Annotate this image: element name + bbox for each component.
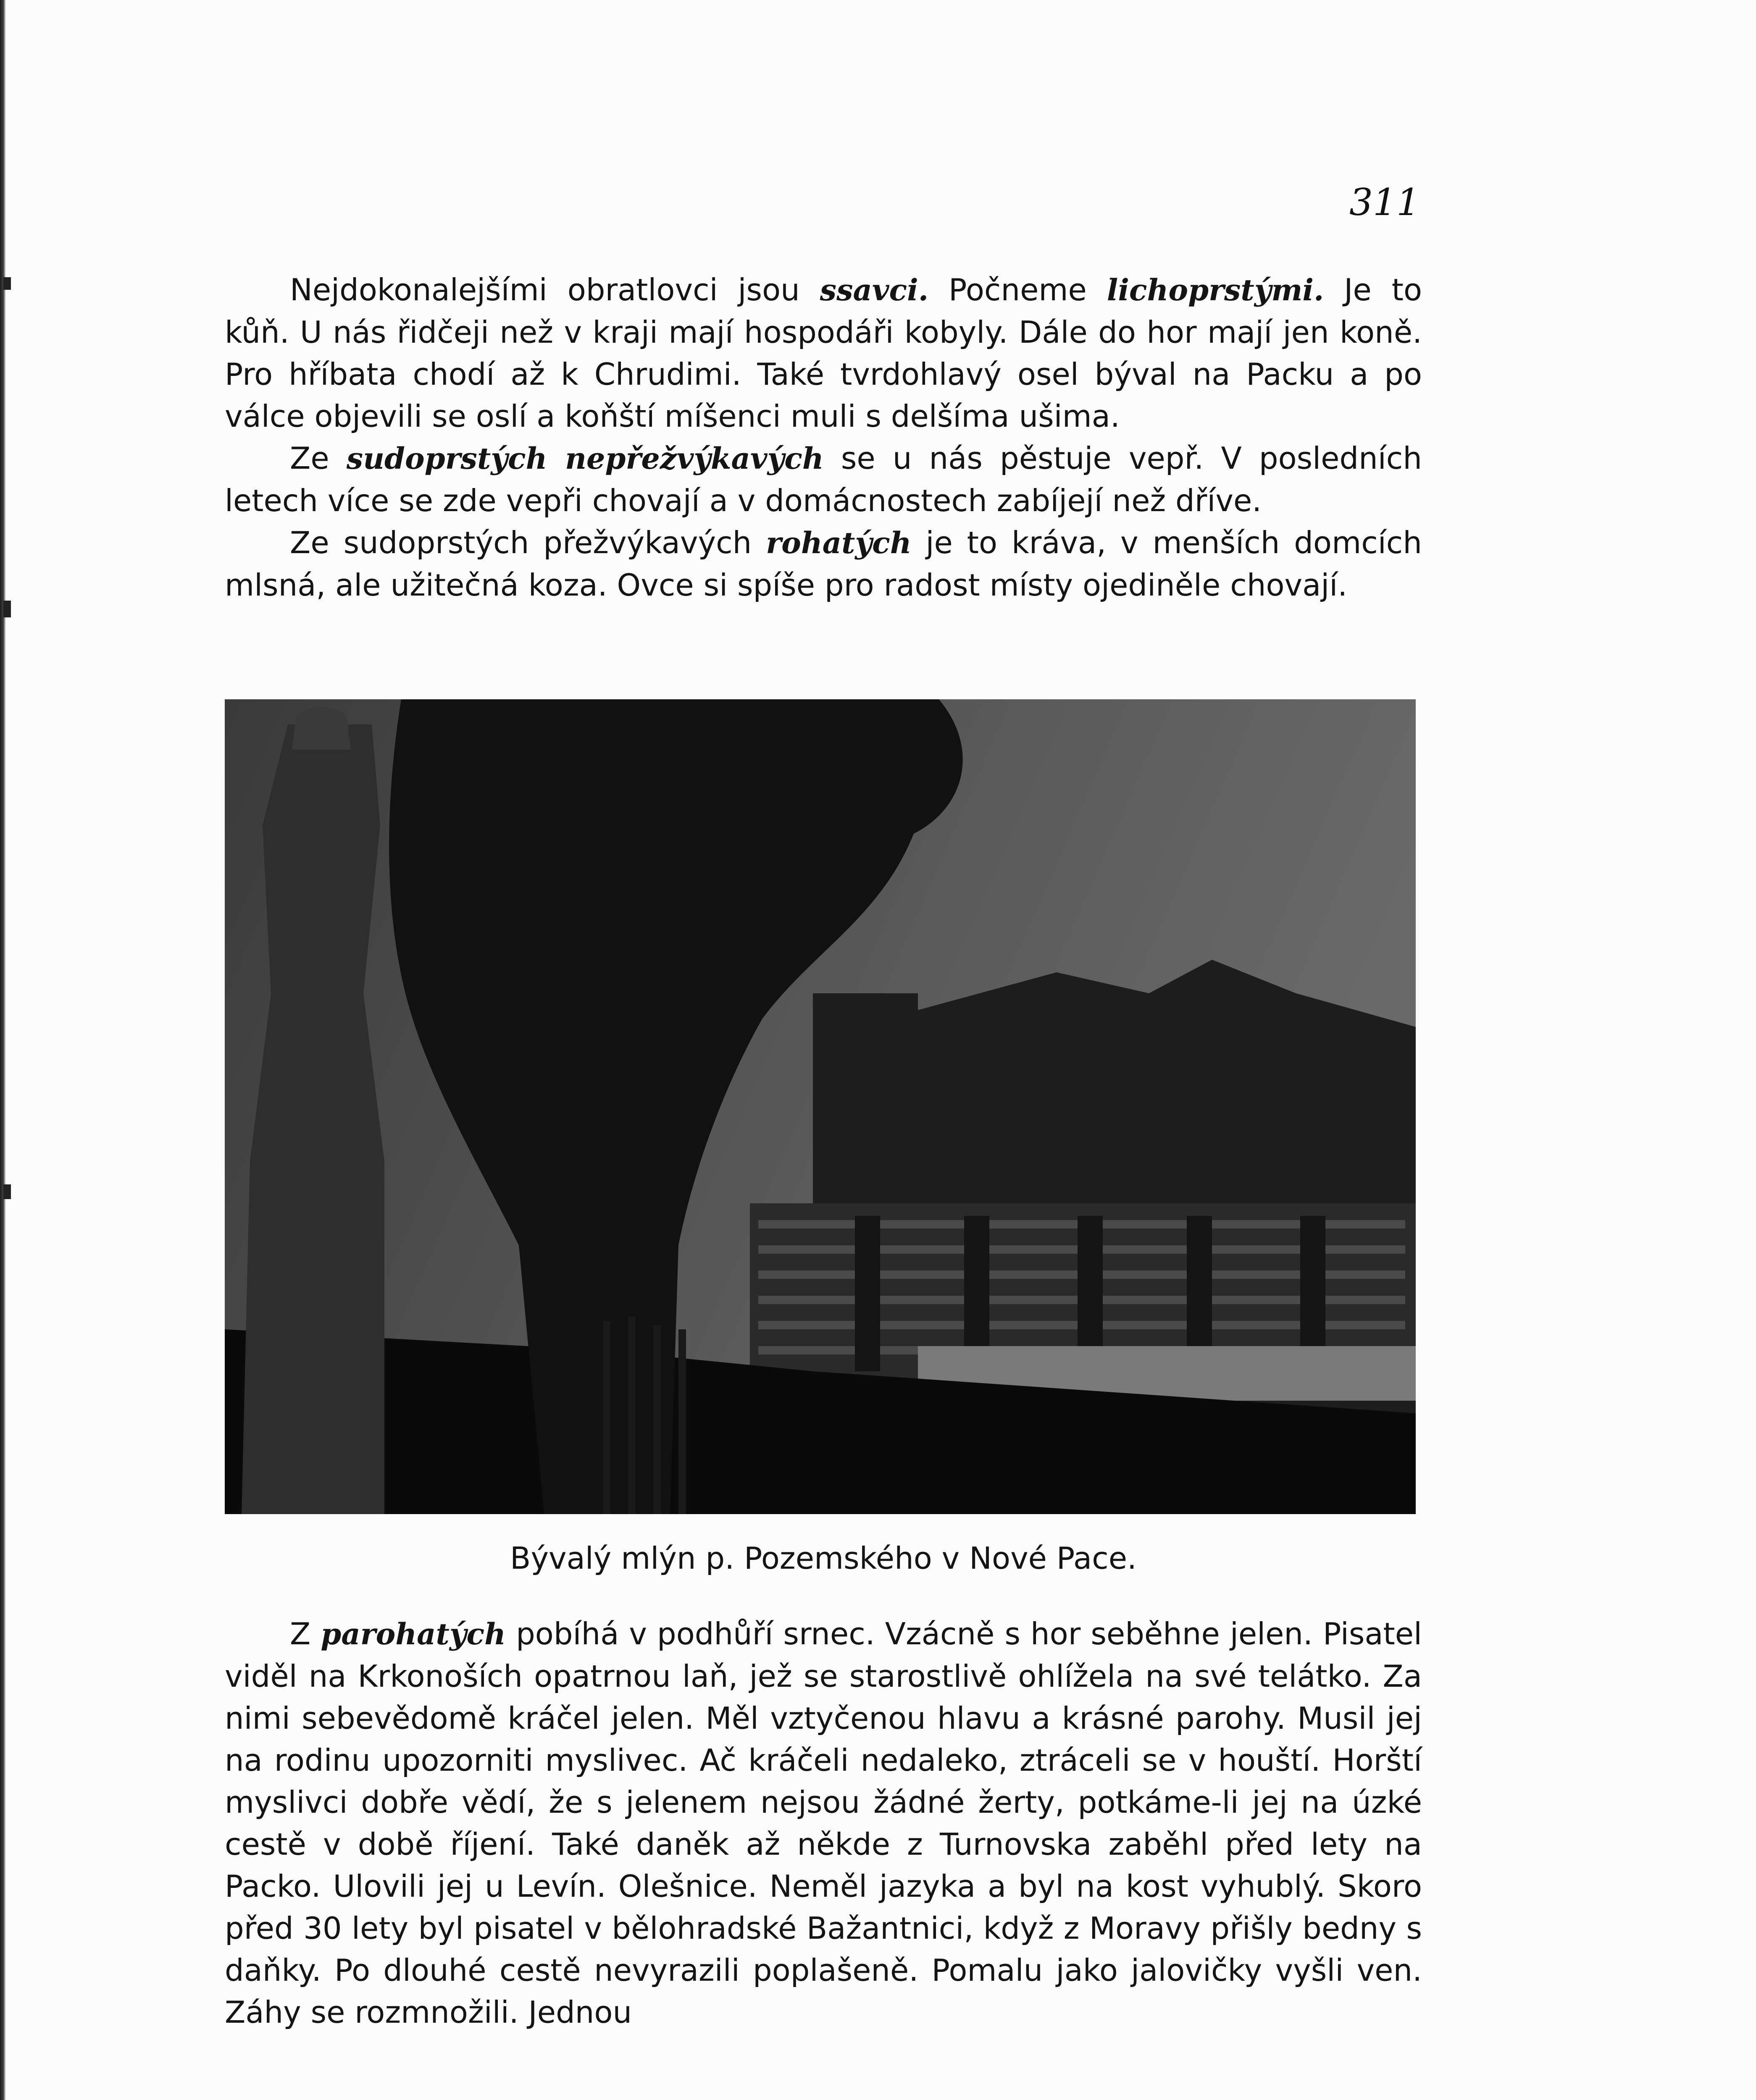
paragraph-text: se u nás pěstuje vepř. V posledních letech více se zde vepři chovají a v domácnostech zabíjejí než dříve.: [225, 441, 1422, 518]
paragraph: [225, 269, 1422, 437]
paragraph: [225, 522, 1422, 606]
emphasized-term: parohatých: [321, 1617, 506, 1651]
paragraph-text: Ze: [290, 441, 347, 476]
page-number: 311: [1349, 181, 1420, 224]
paragraph-text: Z: [290, 1616, 321, 1651]
photograph-old-mill: [225, 699, 1416, 1514]
emphasized-term: sudoprstých nepřežvýkavých: [346, 441, 824, 476]
page-binding-edge: [0, 0, 6, 2100]
paragraph: [225, 437, 1422, 522]
scan-mark: [3, 277, 11, 290]
paragraph-text: Ze sudoprstých přežvýkavých: [290, 525, 766, 560]
emphasized-term: lichoprstými.: [1107, 273, 1324, 307]
top-text-block: [225, 269, 1422, 606]
paragraph-text: pobíhá v podhůří srnec. Vzácně s hor seběhne jelen. Pisatel viděl na Krkonoších opatrnou laň, jež se starostlivě ohlížela na své telátko. Za nimi sebevědomě kráčel jelen. Měl vztyčenou hlavu a krásné parohy. Musil jej na rodinu upozorniti myslivec. Ač kráčeli nedaleko, ztráceli se v houští. Horští myslivci dobře vědí, že s jelenem nejsou žádné žerty, potkáme-li jej na úzké cestě v době říjení. Také daněk až někde z Turnovska zaběhl před lety na Packo. Ulovili jej u Levín. Olešnice. Neměl jazyka a byl na kost vyhublý. Skoro před 30 lety byl pisatel v bělohradské Bažantnici, když z Moravy přišly bedny s daňky. Po dlouhé cestě nevyrazili poplašeně. Pomalu jako jalovičky vyšli ven. Záhy se rozmnožili. Jednou: [225, 1616, 1422, 2030]
paragraph-text: Počneme: [928, 272, 1107, 307]
paragraph-text: Nejdokonalejšími obratlovci jsou: [290, 272, 820, 307]
paragraph: [225, 1613, 1422, 2033]
photo-illustration: [225, 699, 1416, 1514]
scan-mark: [3, 1184, 11, 1199]
emphasized-term: ssavci.: [820, 273, 929, 307]
scan-mark: [3, 601, 11, 617]
bottom-text-block: [225, 1613, 1422, 2033]
emphasized-term: rohatých: [766, 525, 912, 560]
paragraph-text: Je to kůň. U nás řidčeji než v kraji mají hospodáři kobyly. Dále do hor mají jen koně. Pro hříbata chodí až k Chrudimi. Také tvrdohlavý osel býval na Packu a po válce objevili se oslí a koňští míšenci muli s delšíma ušima.: [225, 272, 1422, 434]
photo-caption: Bývalý mlýn p. Pozemského v Nové Pace.: [510, 1541, 1137, 1576]
paragraph-text: je to kráva, v menších domcích mlsná, ale užitečná koza. Ovce si spíše pro radost místy ojediněle chovají.: [225, 525, 1422, 603]
